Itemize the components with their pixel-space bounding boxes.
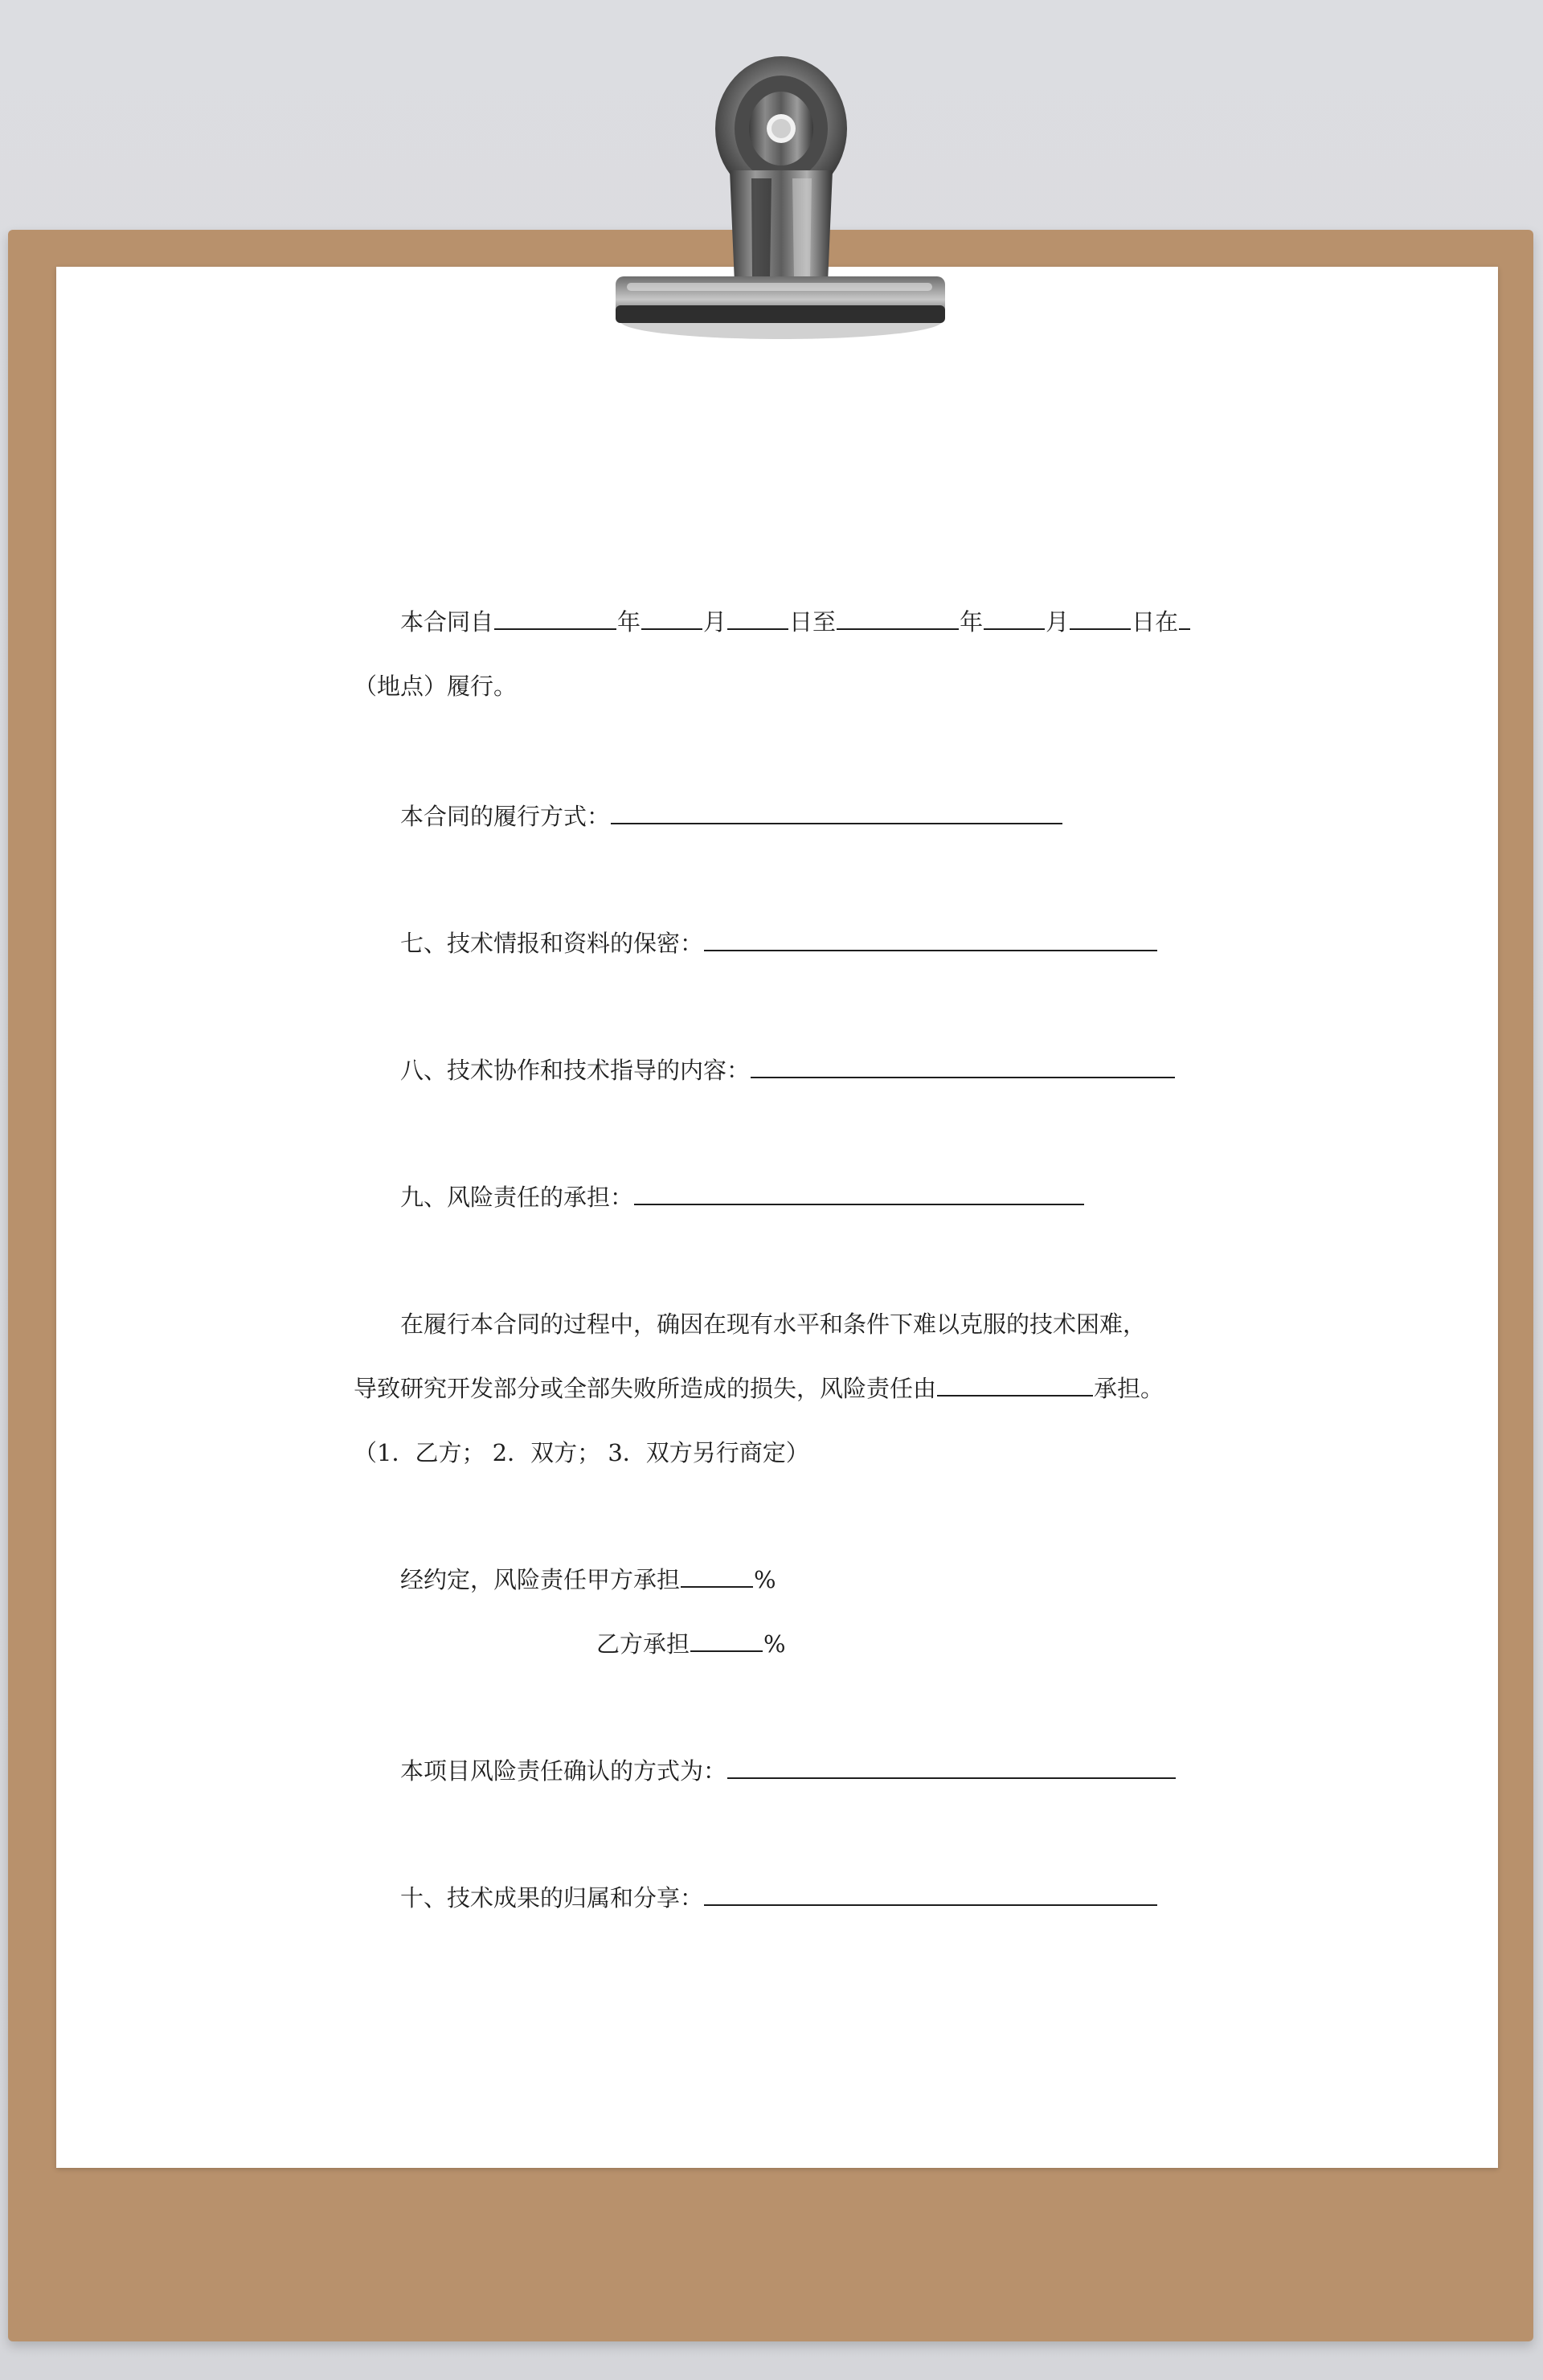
blank-performance-method: [611, 800, 1062, 824]
party-a-share-line: [400, 1564, 776, 1596]
text: 乙方承担: [596, 1630, 690, 1658]
blank-ownership: [704, 1882, 1157, 1906]
text: 十、技术成果的归属和分享：: [400, 1884, 704, 1912]
blank-risk-party: [937, 1372, 1093, 1397]
text: 本合同自: [400, 608, 494, 636]
text: 年: [960, 608, 984, 636]
section-8-line: [400, 1054, 1176, 1086]
risk-confirmation-line: [400, 1755, 1177, 1787]
blank-month-end: [984, 606, 1045, 630]
text: 经约定，风险责任甲方承担: [400, 1566, 681, 1593]
party-b-share-line: [596, 1628, 786, 1660]
text: 承担。: [1094, 1375, 1164, 1402]
blank-month-start: [641, 606, 702, 630]
location-line: [354, 670, 517, 702]
blank-party-b-percent: [690, 1628, 763, 1652]
text: （地点）履行。: [354, 673, 518, 700]
section-7-line: [400, 927, 1158, 959]
text: 月: [1046, 608, 1070, 636]
text: 月: [703, 608, 727, 636]
section-9-line: [400, 1181, 1085, 1213]
text: %: [754, 1566, 776, 1593]
blank-year-end: [837, 606, 959, 630]
binder-clip-icon: [611, 50, 948, 355]
blank-year-start: [494, 606, 616, 630]
text: 日至: [789, 608, 837, 636]
section-10-line: [400, 1882, 1158, 1914]
blank-risk-confirmation: [727, 1755, 1176, 1779]
blank-location: [1179, 606, 1190, 630]
text: 日在: [1132, 608, 1179, 636]
document-page: [56, 267, 1498, 2168]
text: 八、技术协作和技术指导的内容：: [400, 1057, 751, 1084]
text: 在履行本合同的过程中，确因在现有水平和条件下难以克服的技术困难，: [400, 1311, 1147, 1338]
text: %: [763, 1630, 786, 1658]
text: 七、技术情报和资料的保密：: [400, 930, 704, 957]
blank-cooperation: [751, 1054, 1175, 1078]
blank-day-start: [727, 606, 788, 630]
text: 年: [617, 608, 641, 636]
blank-party-a-percent: [681, 1564, 753, 1588]
text: 本项目风险责任确认的方式为：: [400, 1757, 727, 1785]
risk-paragraph-line-2: [354, 1372, 1164, 1405]
risk-paragraph-line-1: [400, 1308, 1146, 1340]
term-period-line: [400, 606, 1191, 638]
blank-risk-bearing: [634, 1181, 1084, 1205]
risk-options-line: [354, 1437, 809, 1469]
text: 本合同的履行方式：: [400, 803, 611, 830]
blank-confidentiality: [704, 927, 1157, 951]
text: （1．乙方； 2．双方； 3．双方另行商定）: [354, 1439, 809, 1466]
text: 九、风险责任的承担：: [400, 1184, 634, 1211]
text: 导致研究开发部分或全部失败所造成的损失，风险责任由: [354, 1375, 937, 1402]
blank-day-end: [1070, 606, 1131, 630]
performance-method-line: [400, 800, 1063, 832]
